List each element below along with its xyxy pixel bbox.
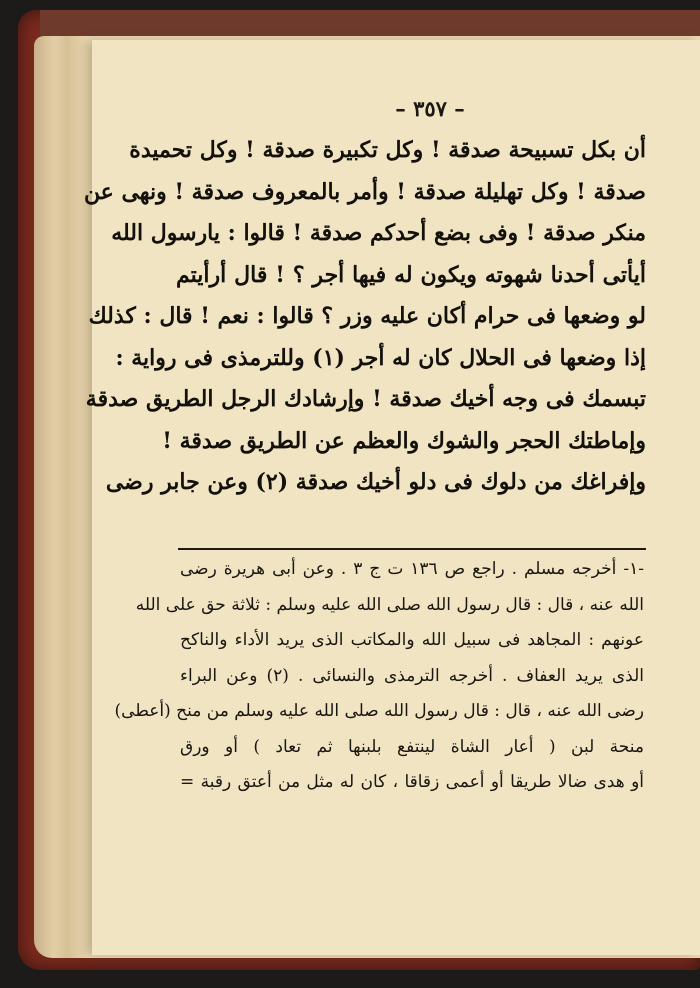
footnote-line: رضى الله عنه ، قال : قال رسول الله صلى الله عليه وسلم من منح (أعطى): [114, 701, 644, 721]
main-text-line: منكر صدقة ! وفى بضع أحدكم صدقة ! قالوا : يارسول الله: [111, 220, 646, 246]
page-number: – ٣٥٧ –: [395, 96, 465, 121]
footnote-line: الله عنه ، قال : قال رسول الله صلى الله عليه وسلم : ثلاثة حق على الله: [135, 594, 644, 615]
main-text: [83, 130, 646, 504]
footnote-line: منحة لبن ( أعار الشاة لينتفع بلبنها ثم تعاد ) أو ورق: [180, 736, 644, 757]
footnote-line: أو هدى ضالا طريقا أو أعمى زقاقا ، كان له مثل من أعتق رقبة =: [180, 772, 644, 792]
main-text-line: لو وضعها فى حرام أكان عليه وزر ؟ قالوا : نعم ! قال : كذلك: [88, 303, 646, 329]
footnotes: [114, 552, 644, 801]
main-text-line: تبسمك فى وجه أخيك صدقة ! وإرشادك الرجل الطريق صدقة: [85, 386, 646, 412]
footnote-separator: [178, 548, 646, 550]
main-text-line: صدقة ! وكل تهليلة صدقة ! وأمر بالمعروف صدقة ! ونهى عن: [83, 178, 646, 205]
main-text-line: أن بكل تسبيحة صدقة ! وكل تكبيرة صدقة ! وكل تحميدة: [129, 137, 646, 163]
footnote-line: الذى يريد العفاف . أخرجه الترمذى والنسائى . (٢) وعن البراء: [180, 665, 644, 686]
main-text-line: أيأتى أحدنا شهوته ويكون له فيها أجر ؟ ! قال أرأيتم: [176, 261, 646, 288]
footnote-line: -١- أخرجه مسلم . راجع ص ١٣٦ ت ج ٣ . وعن أبى هريرة رضى: [180, 559, 644, 579]
main-text-line: وإفراغك من دلوك فى دلو أخيك صدقة (٢) وعن جابر رضى: [105, 469, 646, 495]
main-text-line: وإماطتك الحجر والشوك والعظم عن الطريق صدقة !: [162, 427, 646, 454]
footnote-line: عونهم : المجاهد فى سبيل الله والمكاتب الذى يريد الأداء والناكح: [180, 630, 644, 650]
main-text-line: إذا وضعها فى الحلال كان له أجر (١) وللترمذى فى رواية :: [115, 344, 646, 371]
